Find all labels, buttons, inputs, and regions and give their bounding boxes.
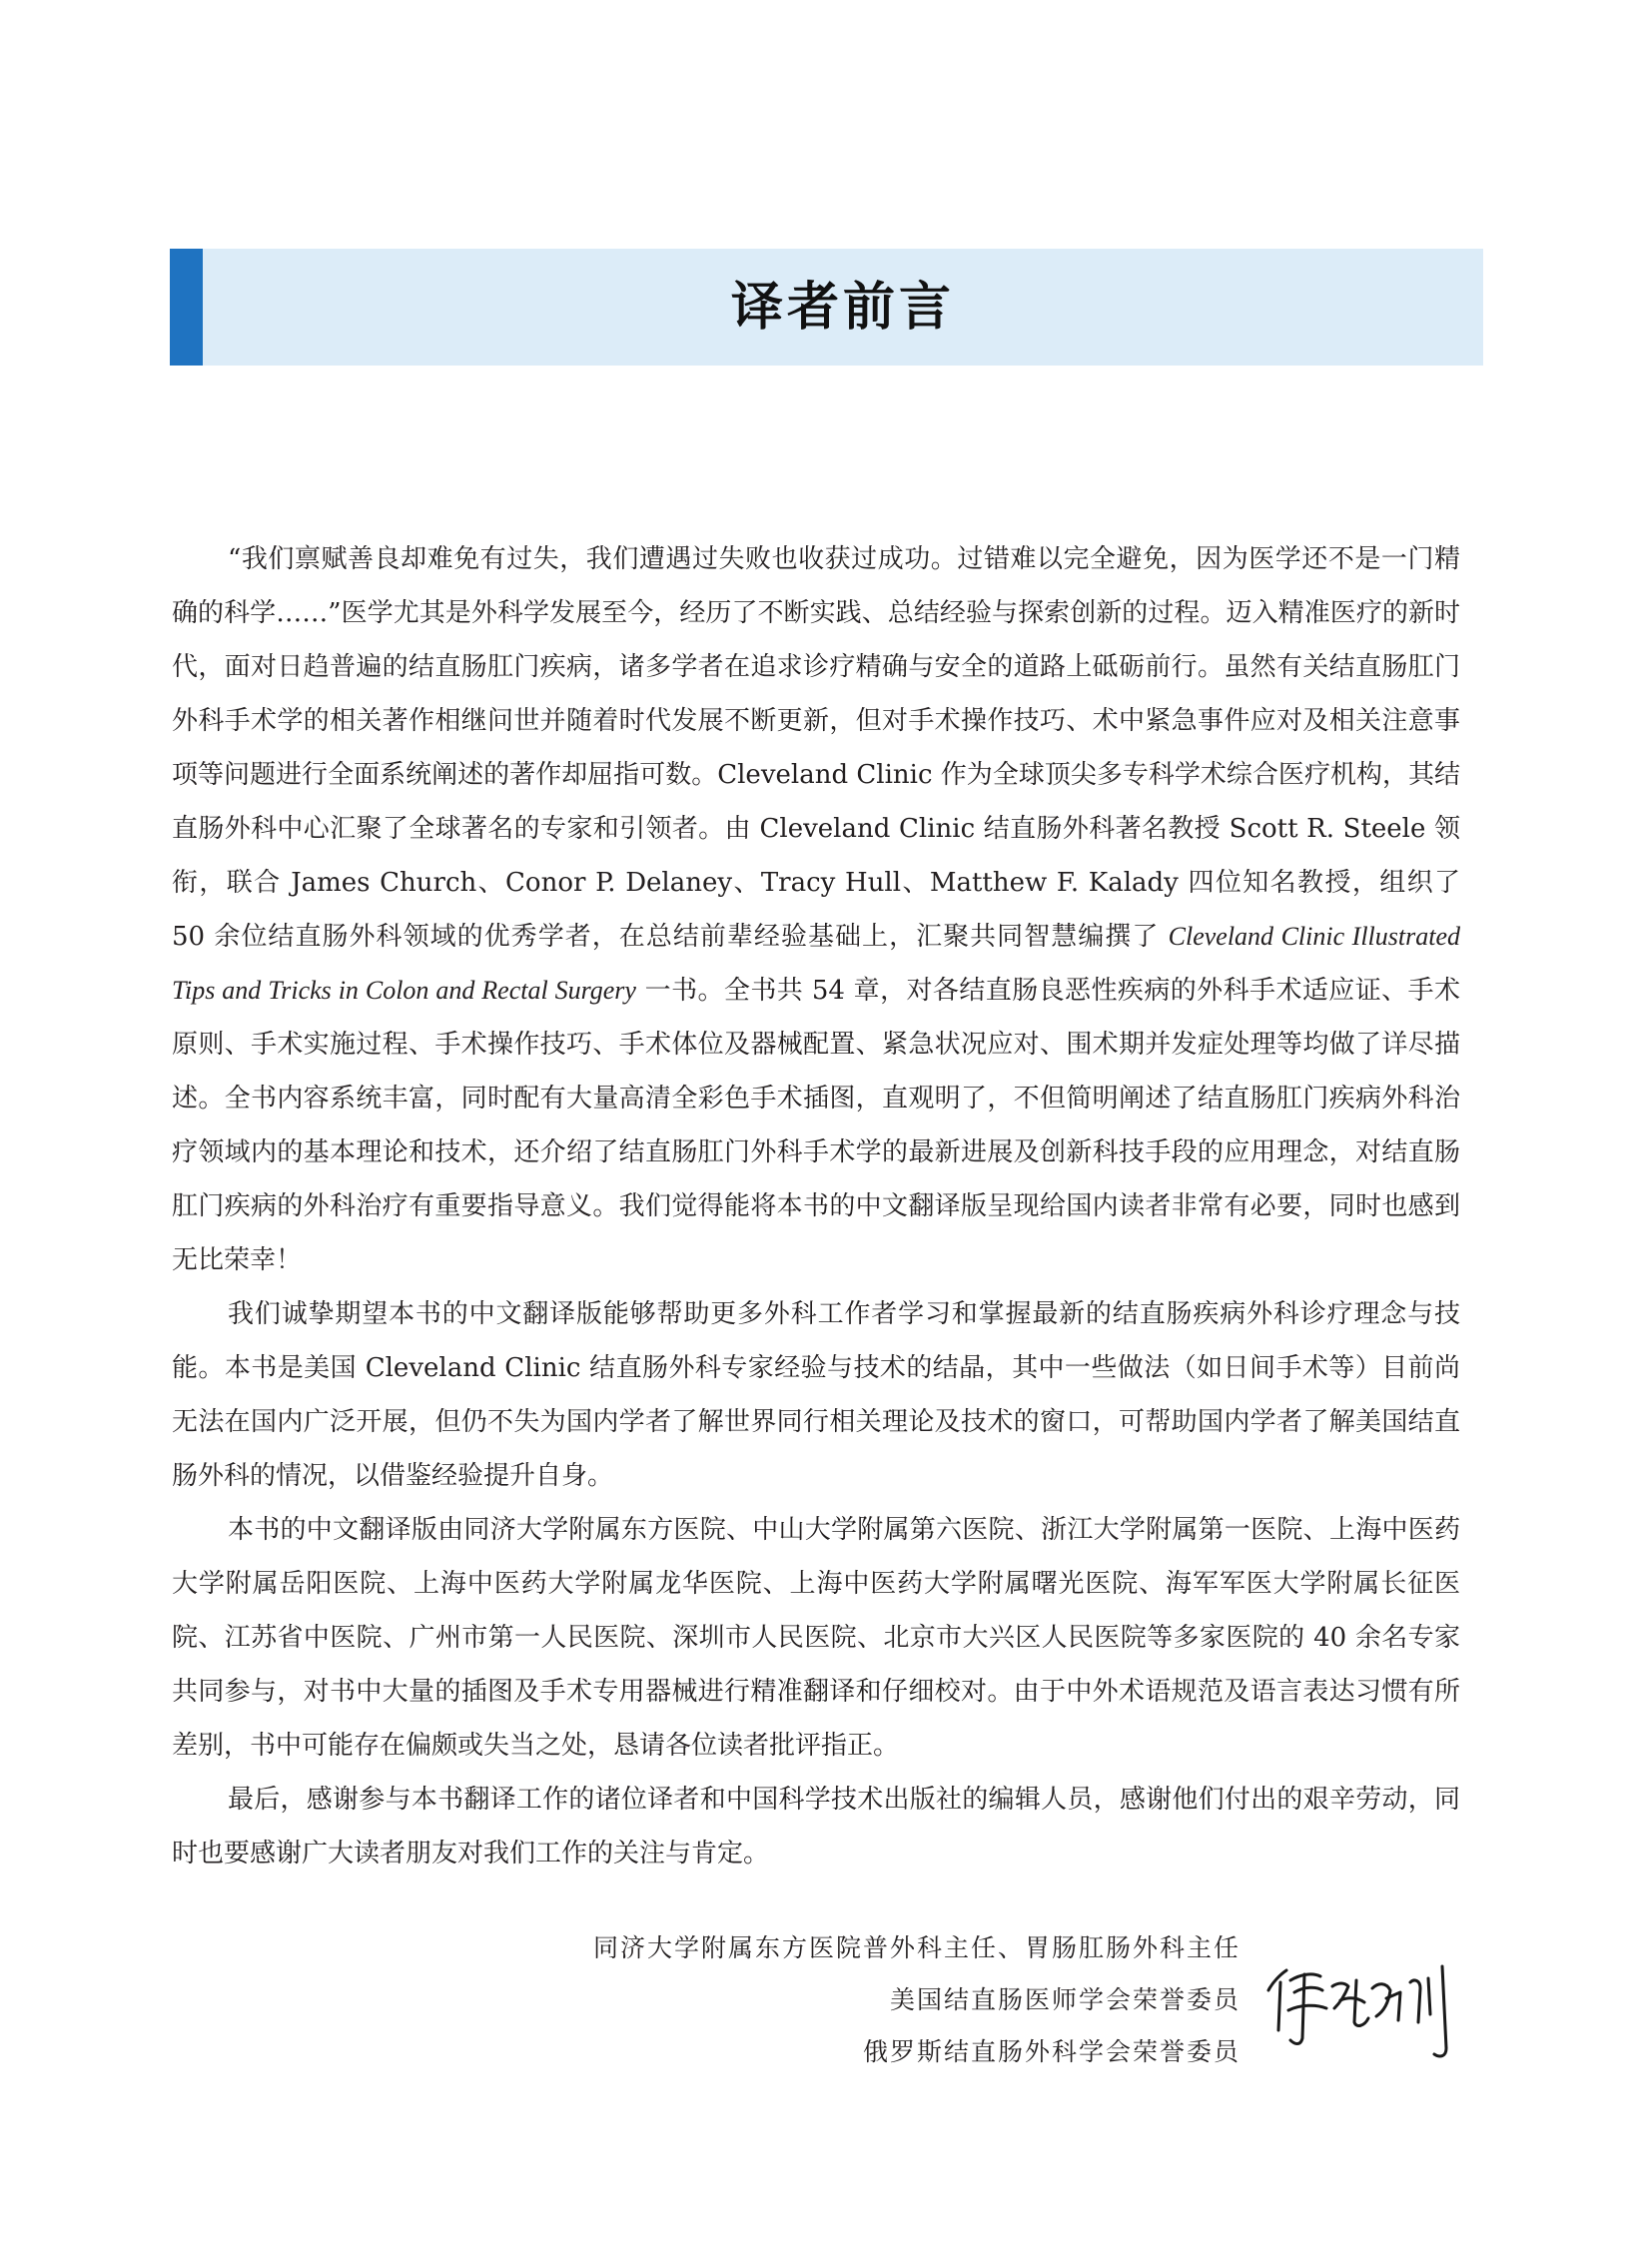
book-title-italic: Cleveland Clinic Illustrated Tips and Tricks in Colon and Rectal Surgery: [172, 922, 1460, 1005]
signature-title-2: 美国结直肠医师学会荣誉委员: [889, 1985, 1240, 2014]
paragraph-2: 我们诚挚期望本书的中文翻译版能够帮助更多外科工作者学习和掌握最新的结直肠疾病外科诊疗理念与技能。本书是美国 Cleveland Clinic 结直肠外科专家经验与技术的结晶，其中一些做法（如日间手术等）目前尚无法在国内广泛开展，但仍不失为国内学者了解世界同行相关理论及技术的窗口，可帮助国内学者了解美国结直肠外科的情况，以借鉴经验提升自身。: [172, 1299, 1460, 1491]
paragraph-1-text-b: 一书。全书共 54 章，对各结直肠良恶性疾病的外科手术适应证、手术原则、手术实施过程、手术操作技巧、手术体位及器械配置、紧急状况应对、围术期并发症处理等均做了详尽描述。全书内容系统丰富，同时配有大量高清全彩色手术插图，直观明了，不但简明阐述了结直肠肛门疾病外科治疗领域内的基本理论和技术，还介绍了结直肠肛门外科手术学的最新进展及创新科技手段的应用理念，对结直肠肛门疾病的外科治疗有重要指导意义。我们觉得能将本书的中文翻译版呈现给国内读者非常有必要，同时也感到无比荣幸！: [172, 976, 1460, 1275]
handwritten-signature: [1260, 1952, 1470, 2072]
title-accent-bar: [170, 249, 203, 366]
paragraph-1: [172, 532, 1460, 1287]
signature-title-1: 同济大学附属东方医院普外科主任、胃肠肛肠外科主任: [592, 1933, 1240, 1962]
signature-block: [593, 1922, 1240, 2078]
paragraph-4: 最后，感谢参与本书翻译工作的诸位译者和中国科学技术出版社的编辑人员，感谢他们付出的艰辛劳动，同时也要感谢广大读者朋友对我们工作的关注与肯定。: [172, 1785, 1460, 1868]
page-title: 译者前言: [730, 277, 955, 338]
paragraph-1-text-a: “我们禀赋善良却难免有过失，我们遭遇过失败也收获过成功。过错难以完全避免，因为医学还不是一门精确的科学……”医学尤其是外科学发展至今，经历了不断实践、总结经验与探索创新的过程。迈入精准医疗的新时代，面对日趋普遍的结直肠肛门疾病，诸多学者在追求诊疗精确与安全的道路上砥砺前行。虽然有关结直肠肛门外科手术学的相关著作相继问世并随着时代发展不断更新，但对手术操作技巧、术中紧急事件应对及相关注意事项等问题进行全面系统阐述的著作却屈指可数。Cleveland Clinic 作为全球顶尖多专科学术综合医疗机构，其结直肠外科中心汇聚了全球著名的专家和引领者。由 Cleveland Clinic 结直肠外科著名教授 Scott R. Steele 领衔，联合 James Church、Conor P. Delaney、Tracy Hull、Matthew F. Kalady 四位知名教授，组织了 50 余位结直肠外科领域的优秀学者，在总结前辈经验基础上，汇聚共同智慧编撰了: [172, 544, 1460, 952]
title-banner: [170, 249, 1483, 366]
paragraph-3: 本书的中文翻译版由同济大学附属东方医院、中山大学附属第六医院、浙江大学附属第一医院、上海中医药大学附属岳阳医院、上海中医药大学附属龙华医院、上海中医药大学附属曙光医院、海军军医大学附属长征医院、江苏省中医院、广州市第一人民医院、深圳市人民医院、北京市大兴区人民医院等多家医院的 40 余名专家共同参与，对书中大量的插图及手术专用器械进行精准翻译和仔细校对。由于中外术语规范及语言表达习惯有所差别，书中可能存在偏颇或失当之处，恳请各位读者批评指正。: [172, 1515, 1460, 1761]
signature-title-3: 俄罗斯结直肠外科学会荣誉委员: [862, 2037, 1240, 2066]
preface-body: [172, 532, 1460, 1880]
